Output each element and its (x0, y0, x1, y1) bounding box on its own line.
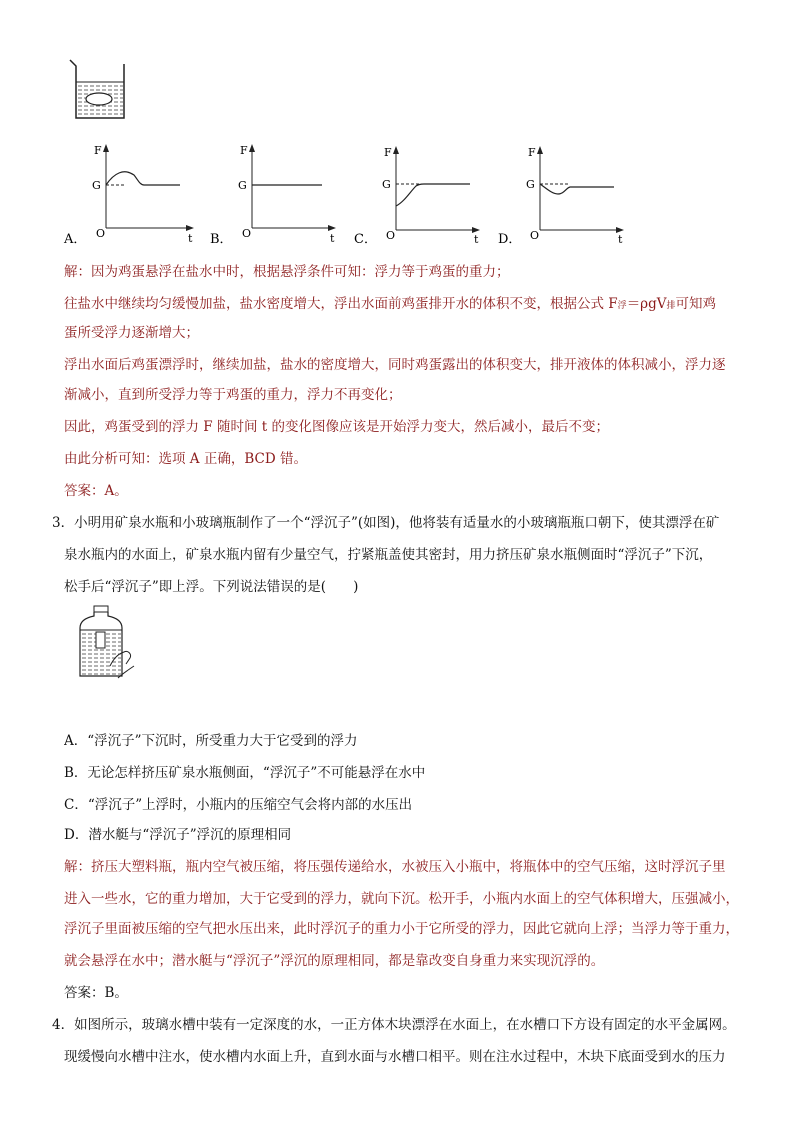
question4-line-2: 现缓慢向水槽中注水，使水槽内水面上升，直到水面与水槽口相平。则在注水过程中，木块下底面受到水的压力 (64, 1049, 726, 1065)
graph-option-d (496, 144, 638, 252)
option-d-label: D． (498, 232, 522, 247)
question4-line-1: 4．如图所示，玻璃水槽中装有一定深度的水，一正方体木块漂浮在水面上，在水槽口下方设有固定的水平金属网。 (52, 1017, 736, 1033)
svg-text:O: O (386, 229, 396, 242)
graph-option-c (352, 144, 494, 252)
svg-text:G: G (382, 178, 391, 191)
option-c-label: C． (354, 232, 377, 247)
graph-option-a (62, 140, 204, 248)
svg-text:G: G (238, 179, 247, 192)
question3-option-b: B．无论怎样挤压矿泉水瓶侧面，“浮沉子”不可能悬浮在水中 (64, 765, 426, 781)
svg-text:F: F (528, 146, 536, 159)
solution3-line-3: 浮沉子里面被压缩的空气把水压出来，此时浮沉子的重力小于它所受的浮力，因此它就向上浮；当浮力等于重力， (64, 921, 739, 937)
svg-text:t: t (188, 232, 193, 245)
question3-line-2: 泉水瓶内的水面上，矿泉水瓶内留有少量空气，拧紧瓶盖使其密封，用力挤压矿泉水瓶侧面时“浮沉子”下沉， (64, 547, 713, 563)
question3-line-1: 3．小明用矿泉水瓶和小玻璃瓶制作了一个“浮沉子”(如图)，他将装有适量水的小玻璃瓶瓶口朝下，使其漂浮在矿 (52, 515, 720, 531)
beaker-egg-figure (66, 56, 130, 122)
svg-text:G: G (92, 179, 101, 192)
svg-text:O: O (530, 229, 540, 242)
solution2-line-2: 往盐水中继续均匀缓慢加盐，盐水密度增大，浮出水面前鸡蛋排开水的体积不变，根据公式 F浮＝ρgV排可知鸡 (64, 296, 717, 312)
question3-option-d: D．潜水艇与“浮沉子”浮沉的原理相同 (64, 827, 292, 843)
question3-option-a: A．“浮沉子”下沉时，所受重力大于它受到的浮力 (64, 733, 358, 749)
question3-option-c: C．“浮沉子”上浮时，小瓶内的压缩空气会将内部的水压出 (64, 797, 413, 813)
solution3-line-2: 进入一些水，它的重力增加，大于它受到的浮力，就向下沉。松开手，小瓶内水面上的空气体积增大，压强减小， (64, 891, 739, 907)
solution2-answer: 答案：A。 (64, 483, 128, 499)
svg-text:F: F (94, 144, 102, 157)
solution2-line-4: 浮出水面后鸡蛋漂浮时，继续加盐，盐水的密度增大，同时鸡蛋露出的体积变大，排开液体的体积减小，浮力逐 (64, 357, 726, 373)
solution3-line-1: 解：挤压大塑料瓶，瓶内空气被压缩，将压强传递给水，水被压入小瓶中，将瓶体中的空气压缩，这时浮沉子里 (64, 859, 726, 875)
svg-text:O: O (96, 227, 106, 240)
force-curve-a (106, 172, 180, 185)
solution2-line-7: 由此分析可知：选项 A 正确，BCD 错。 (64, 451, 307, 467)
svg-text:t: t (474, 233, 479, 246)
svg-text:t: t (618, 233, 623, 246)
solution2-line-5: 渐减小，直到所受浮力等于鸡蛋的重力，浮力不再变化； (64, 387, 402, 403)
cartesian-diver-bottle-figure (70, 604, 138, 680)
svg-text:O: O (242, 227, 252, 240)
solution2-line-6: 因此，鸡蛋受到的浮力 F 随时间 t 的变化图像应该是开始浮力变大，然后减小，最后不变； (64, 419, 609, 435)
force-curve-c (396, 184, 470, 206)
solution2-line-3: 蛋所受浮力逐渐增大； (64, 325, 199, 341)
svg-text:t: t (330, 232, 335, 245)
solution3-line-4: 就会悬浮在水中；潜水艇与“浮沉子”浮沉的原理相同，都是靠改变自身重力来实现沉浮的。 (64, 953, 605, 969)
graph-option-b (208, 140, 350, 248)
svg-text:F: F (384, 146, 392, 159)
question3-line-3: 松手后“浮沉子”即上浮。下列说法错误的是( ) (64, 579, 359, 595)
force-curve-d (540, 184, 614, 194)
svg-text:G: G (526, 178, 535, 191)
option-a-label: A． (64, 232, 87, 247)
option-b-label: B． (210, 232, 233, 247)
solution2-line-1: 解：因为鸡蛋悬浮在盐水中时，根据悬浮条件可知：浮力等于鸡蛋的重力； (64, 264, 510, 280)
svg-text:F: F (240, 144, 248, 157)
solution3-answer: 答案：B。 (64, 985, 128, 1001)
